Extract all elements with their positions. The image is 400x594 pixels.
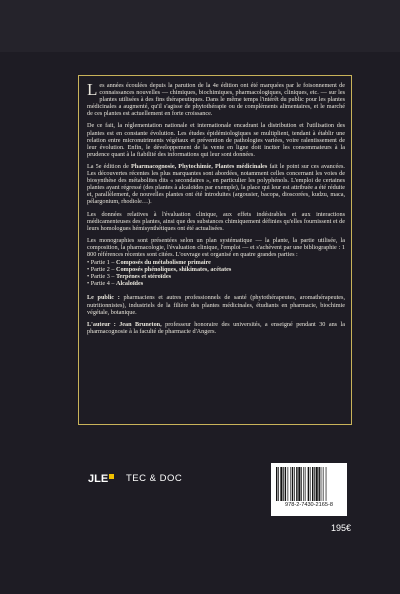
- list-item: [87, 259, 345, 266]
- barcode-bar: [321, 467, 322, 501]
- intro-text: es années écoulées depuis la parution de la 4e édition ont été marquées par le foisonnement de connaissances nouvelles — chimiques, biochimiques, pharmacologiques, cliniques, etc. — sur les plantes utilisées à des fins thérapeutiques. Dans le même temps l'intérêt du public pour les plantes médicinales a augmenté, qu'il s'agisse de phytothérapie ou de compléments alimentaires, et le marché de ces plantes est actuellement en forte croissance.: [87, 82, 345, 118]
- barcode-bar: [305, 467, 306, 501]
- intro-paragraph: [87, 82, 345, 117]
- drop-cap: L: [87, 82, 98, 99]
- barcode-bar: [323, 467, 324, 501]
- part-label: Terpènes et stéroïdes: [115, 273, 171, 281]
- barcode-bar: [318, 467, 319, 501]
- price-label: 195€: [330, 523, 351, 533]
- barcode-bar: [276, 467, 277, 501]
- barcode-bar: [303, 467, 304, 501]
- barcode-bar: [301, 467, 302, 501]
- publisher-logos: [88, 471, 208, 487]
- part-prefix: • Partie 4 –: [87, 280, 116, 288]
- edition-paragraph: [87, 163, 345, 206]
- author-label: L'auteur : Jean Bruneton,: [87, 320, 162, 328]
- edition-prefix: La 5e édition de: [87, 162, 131, 170]
- edition-text: fait le point sur ces avancées. Les découvertes récentes les plus marquantes sont abordées, notamment celles concernant les voies de biosynthèse des métabolites dits « secondaires », en particulier les polyphénols. L'emploi de certaines plantes ayant régressé (des plantes à alcaloïdes par exemple), la place qui leur est attribuée a été réduite et, parallèlement, de nouvelles plantes ont été introduites (argousier, bacopa, dioscorées, kudzu, maca, pélargonium, rhodiole…).: [87, 162, 345, 206]
- isbn-number: 978-2-7430-2165-8: [285, 502, 333, 508]
- parts-list: [87, 259, 345, 287]
- list-item: [87, 280, 345, 287]
- barcode-bar: [316, 467, 318, 501]
- jle-logo: [88, 471, 122, 487]
- barcode-bar: [308, 467, 309, 501]
- barcode-bar: [294, 467, 295, 501]
- part-label: Composés phénoliques, shikimates, acétates: [115, 266, 232, 274]
- part-prefix: • Partie 3 –: [87, 273, 116, 281]
- list-item: [87, 266, 345, 273]
- barcode-bar: [280, 467, 282, 501]
- barcode-bar: [296, 467, 297, 501]
- audience-paragraph: [87, 294, 345, 315]
- part-label: Alcaloïdes: [115, 280, 144, 288]
- barcode-bars-icon: [276, 467, 342, 501]
- clinical-paragraph: Les données relatives à l'évaluation clinique, aux effets indésirables et aux interactions médicamenteuses des plantes, ainsi que des substances chimiquement définies qu'elles fournissent et de leurs homologues hémisynthétiques ont été actualisées.: [87, 210, 345, 232]
- tec-doc-logo: TEC & DOC: [126, 473, 183, 484]
- barcode-bar: [292, 467, 293, 501]
- audience-text: pharmaciens et autres professionnels de santé (phytothérapeutes, aromathérapeutes, nutritionnistes), industriels de la filière des plantes médicinales, étudiants en pharmacie, biochimie végétale, botanique.: [87, 294, 345, 316]
- regulation-paragraph: De ce fait, la réglementation nationale et internationale encadrant la distribution et l'utilisation des plantes est en constante évolution. Les études épidémiologiques se multiplient, tendant à établir une relation entre micronutriments végétaux et prévention de pathologies variées, voire ralentissement de leur évolution. Enfin, le développement de la vente en ligne doit inciter les consommateurs à la prudence quant à la fiabilité des informations qui leur sont données.: [87, 122, 345, 158]
- barcode-bar: [290, 467, 291, 501]
- audience-label: Le public :: [87, 294, 120, 302]
- barcode-bar: [312, 467, 313, 501]
- monographs-paragraph: Les monographies sont présentées selon un plan systématique — la plante, la partie utilisée, la composition, la pharmacologie, l'évaluation clinique, l'emploi — et s'achèvent par une bibliographie : 1 800 références récentes sont citées. L'ouvrage est organisé en quatre grandes parties :: [87, 236, 345, 258]
- barcode-bar: [283, 467, 284, 501]
- logo-square-icon: [109, 474, 114, 479]
- barcode-bar: [278, 467, 279, 501]
- top-band: [0, 0, 400, 52]
- book-title: Pharmacognosie, Phytochimie, Plantes médicinales: [130, 162, 268, 170]
- barcode-bar: [310, 467, 311, 501]
- barcode: [271, 463, 347, 516]
- list-item: [87, 273, 345, 280]
- author-text: professeur honoraire des universités, a enseigné pendant 30 ans la pharmacognosie à la faculté de pharmacie d'Angers.: [87, 320, 345, 335]
- part-prefix: • Partie 2 –: [87, 266, 116, 274]
- blurb: [87, 82, 345, 422]
- barcode-bar: [285, 467, 286, 501]
- jle-logo-text: JLE: [88, 473, 109, 485]
- barcode-bar: [326, 467, 327, 501]
- barcode-bar: [298, 467, 300, 501]
- author-paragraph: [87, 321, 345, 335]
- barcode-bar: [288, 467, 289, 501]
- barcode-bar: [314, 467, 315, 501]
- part-label: Composés du métabolisme primaire: [115, 259, 211, 267]
- part-prefix: • Partie 1 –: [87, 259, 116, 267]
